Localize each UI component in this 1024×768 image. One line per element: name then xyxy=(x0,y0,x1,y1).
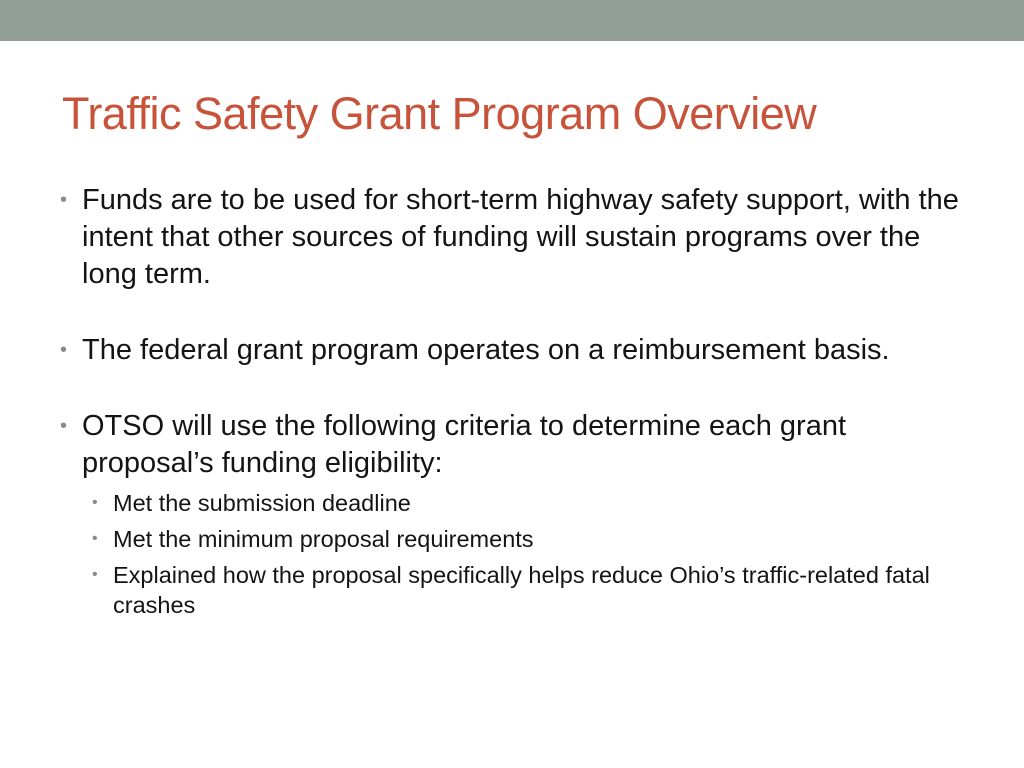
sub-bullet-dot: • xyxy=(92,530,98,547)
bullet-list xyxy=(60,182,960,626)
sub-bullet-text: Met the minimum proposal requirements xyxy=(113,526,534,552)
sub-bullet-text: Explained how the proposal specifically helps reduce Ohio’s traffic-related fatal crashes xyxy=(113,562,930,618)
sub-bullet-dot: • xyxy=(92,494,98,511)
sub-bullet-dot: • xyxy=(92,566,98,583)
bullet-item xyxy=(60,182,960,293)
bullet-dot: • xyxy=(60,189,68,211)
bullet-dot: • xyxy=(60,415,68,437)
top-accent-band xyxy=(0,0,1024,41)
bullet-item xyxy=(60,408,960,620)
sub-bullet-item xyxy=(82,524,960,554)
bullet-item xyxy=(60,332,960,369)
sub-bullet-text: Met the submission deadline xyxy=(113,490,411,516)
sub-bullet-item xyxy=(82,488,960,518)
bullet-text: The federal grant program operates on a reimbursement basis. xyxy=(82,334,890,366)
slide-title: Traffic Safety Grant Program Overview xyxy=(62,88,817,139)
sub-bullet-item xyxy=(82,560,960,620)
bullet-text: OTSO will use the following criteria to determine each grant proposal’s funding eligibility: xyxy=(82,410,847,479)
sub-bullet-list xyxy=(82,488,960,620)
bullet-dot: • xyxy=(60,339,68,361)
bullet-text: Funds are to be used for short-term highway safety support, with the intent that other sources of funding will sustain programs over the long term. xyxy=(82,184,959,290)
